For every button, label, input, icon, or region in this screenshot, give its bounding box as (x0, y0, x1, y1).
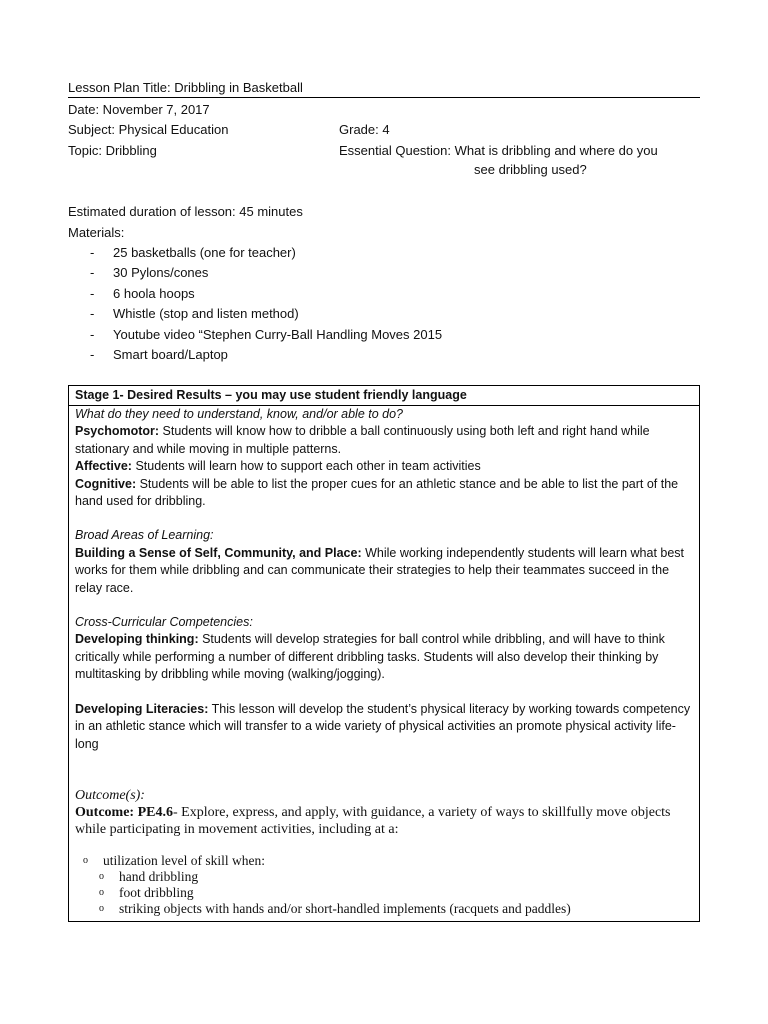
building-label: Building a Sense of Self, Community, and Place: (75, 545, 362, 560)
psychomotor-text: Students will know how to dribble a ball continuously using both left and right hand while stationary and while moving in multiple patterns. (75, 424, 650, 456)
affective-label: Affective: (75, 459, 132, 474)
bullet-icon: o (83, 854, 88, 866)
lesson-title: Lesson Plan Title: Dribbling in Basketball (68, 80, 700, 98)
outcome-level-list (75, 853, 693, 917)
list-dash: - (90, 347, 95, 362)
level-text: utilization level of skill when: (103, 852, 265, 868)
psychomotor-paragraph (75, 423, 693, 458)
bullet-icon: o (99, 886, 104, 898)
affective-text: Students will learn how to support each other in team activities (131, 459, 481, 474)
thinking-paragraph (75, 631, 693, 683)
stage1-prompt: What do they need to understand, know, and/or able to do? (75, 407, 404, 421)
material-text: Whistle (stop and listen method) (113, 306, 299, 321)
building-text: While working independently students will learn what best works for them while dribbling and can communicate their strategies to help their teammates succeed in the relay race. (75, 545, 685, 595)
list-dash: - (90, 306, 95, 321)
psychomotor-label: Psychomotor: (75, 424, 160, 439)
material-text: Youtube video “Stephen Curry-Ball Handling Moves 2015 (113, 327, 443, 342)
outcome-text: - Explore, express, and apply, with guidance, a variety of ways to skillfully move objects while participating in movement activities, including at a: (75, 804, 671, 837)
cognitive-label: Cognitive: (75, 476, 137, 491)
list-dash: - (90, 327, 95, 342)
outcomes-heading: Outcome(s): (75, 787, 145, 803)
material-text: Smart board/Laptop (113, 347, 228, 362)
cognitive-text: Students will be able to list the proper cues for an athletic stance and be able to list the part of the hand used for dribbling. (75, 476, 679, 509)
stage1-body (69, 406, 699, 917)
bullet-icon: o (99, 870, 104, 882)
lesson-grade: Grade: 4 (339, 122, 390, 137)
thinking-label: Developing thinking: (75, 632, 199, 647)
outcome-label: Outcome: PE4.6 (75, 804, 173, 820)
lesson-duration: Estimated duration of lesson: 45 minutes (68, 204, 303, 219)
broad-areas-heading: Broad Areas of Learning: (75, 528, 214, 543)
stage1-heading: Stage 1- Desired Results – you may use student friendly language (69, 386, 699, 406)
material-text: 25 basketballs (one for teacher) (113, 245, 296, 260)
sub-item-text: striking objects with hands and/or short-handled implements (racquets and paddles) (119, 900, 571, 916)
material-text: 30 Pylons/cones (113, 265, 209, 280)
cognitive-paragraph (75, 476, 693, 511)
cross-curricular-heading: Cross-Curricular Competencies: (75, 615, 253, 630)
essential-question-continued: see dribbling used? (474, 162, 587, 177)
literacies-text: This lesson will develop the student’s physical literacy by working towards competency in an athletic stance which will transfer to a wide variety of physical activities an promote physical activity life-long (75, 701, 691, 751)
list-item (75, 869, 693, 885)
literacies-label: Developing Literacies: (75, 701, 209, 716)
essential-question: Essential Question: What is dribbling and where do you (339, 143, 658, 158)
materials-label: Materials: (68, 225, 125, 240)
literacies-paragraph (75, 701, 693, 753)
material-item (90, 285, 195, 303)
bullet-icon: o (99, 902, 104, 914)
sub-item-text: hand dribbling (119, 868, 199, 884)
material-item (90, 244, 296, 262)
list-item (75, 901, 693, 917)
list-item (75, 885, 693, 901)
lesson-date: Date: November 7, 2017 (68, 102, 210, 117)
lesson-topic: Topic: Dribbling (68, 143, 157, 158)
material-text: 6 hoola hoops (113, 286, 195, 301)
list-dash: - (90, 286, 95, 301)
thinking-text: Students will develop strategies for ball control while dribbling, and will have to think critically while performing a number of different dribbling tasks. Students will also develop their thinking by multitasking by dribbling while moving (walking/jogging). (75, 632, 665, 682)
building-paragraph (75, 545, 693, 597)
list-dash: - (90, 245, 95, 260)
material-item (90, 346, 228, 364)
stage1-table (68, 385, 700, 922)
sub-item-text: foot dribbling (119, 884, 194, 900)
material-item (90, 326, 442, 344)
outcome-paragraph (75, 804, 693, 838)
list-item (75, 853, 693, 869)
affective-paragraph (75, 458, 693, 475)
lesson-subject: Subject: Physical Education (68, 122, 229, 137)
material-item (90, 305, 299, 323)
list-dash: - (90, 265, 95, 280)
material-item (90, 264, 208, 282)
